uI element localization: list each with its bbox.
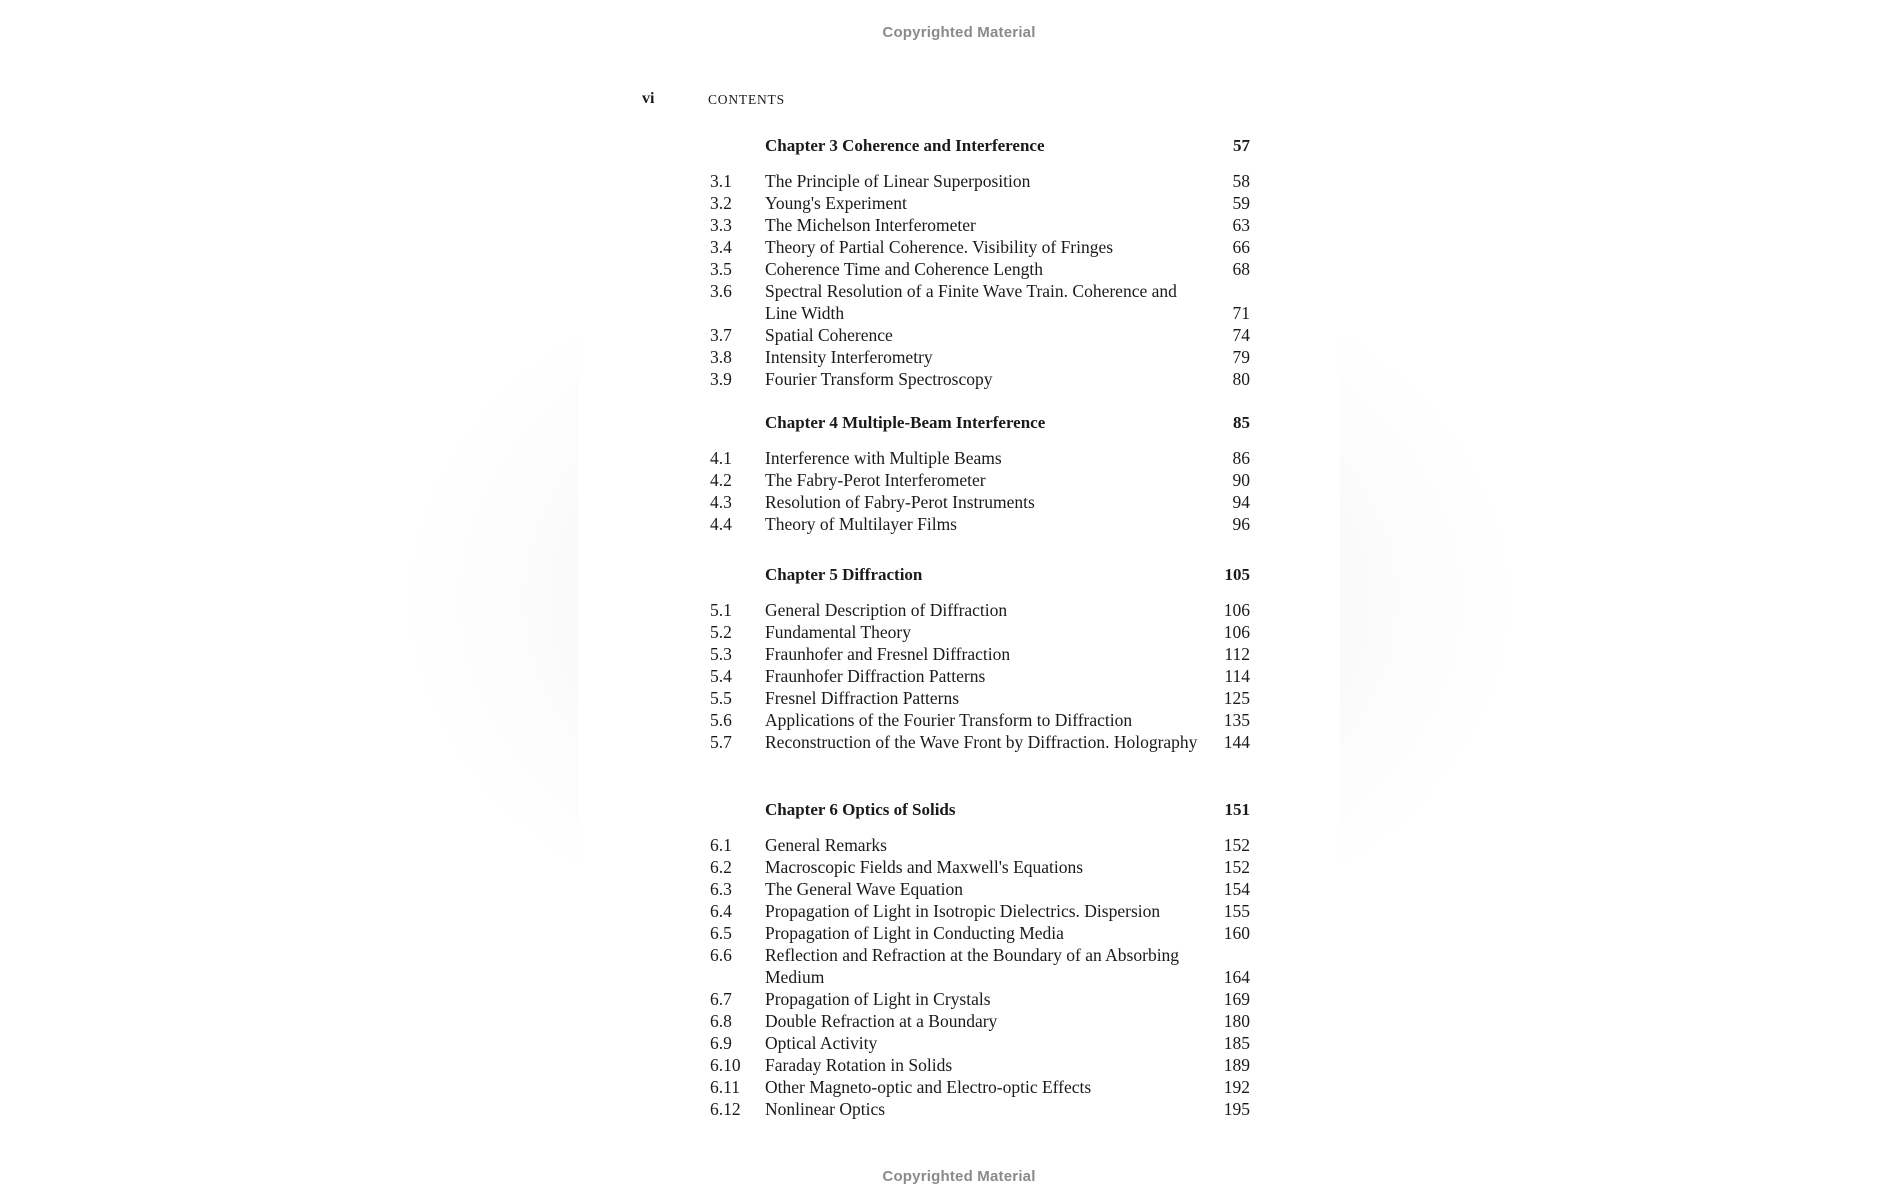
running-head-title: CONTENTS (708, 92, 785, 107)
section-page-number: 94 (1232, 492, 1250, 512)
section-page-number: 74 (1232, 325, 1250, 345)
section-number: 3.4 (710, 237, 732, 257)
section-number: 5.2 (710, 622, 732, 642)
section-title: Spectral Resolution of a Finite Wave Train. Coherence and Line Width (765, 281, 1177, 323)
section-number: 5.6 (710, 710, 732, 730)
section-number: 5.7 (710, 732, 732, 752)
section-title: Other Magneto-optic and Electro-optic Effects (765, 1077, 1092, 1097)
section-number: 5.5 (710, 688, 732, 708)
section-number: 6.4 (710, 901, 732, 921)
section-list (710, 170, 1250, 390)
section-title: The Principle of Linear Superposition (765, 171, 1031, 191)
toc-entry (710, 280, 1250, 324)
section-title: General Description of Diffraction (765, 600, 1008, 620)
section-title: Propagation of Light in Crystals (765, 989, 991, 1009)
section-page-number: 79 (1232, 347, 1250, 367)
section-page-number: 125 (1223, 688, 1250, 708)
section-page-number: 96 (1232, 514, 1250, 534)
book-page (578, 0, 1340, 1200)
section-page-number: 160 (1223, 923, 1250, 943)
section-number: 6.1 (710, 835, 732, 855)
chapter-page-number: 57 (1233, 136, 1250, 155)
section-title: Young's Experiment (765, 193, 907, 213)
section-number: 6.2 (710, 857, 732, 877)
section-page-number: 144 (1223, 732, 1250, 752)
section-page-number: 106 (1223, 622, 1250, 642)
section-title: The Fabry-Perot Interferometer (765, 470, 986, 490)
page-folio: vi (642, 90, 655, 107)
toc-entry (710, 687, 1250, 709)
toc-entry (710, 491, 1250, 513)
section-title: Intensity Interferometry (765, 347, 933, 367)
section-title: Interference with Multiple Beams (765, 448, 1002, 468)
toc-entry (710, 878, 1250, 900)
section-title: Propagation of Light in Isotropic Dielectrics. Dispersion (765, 901, 1161, 921)
section-number: 6.9 (710, 1033, 732, 1053)
toc-entry (710, 1010, 1250, 1032)
section-title: Fourier Transform Spectroscopy (765, 369, 993, 389)
toc-entry (710, 709, 1250, 731)
toc-entry (710, 236, 1250, 258)
section-number: 6.5 (710, 923, 732, 943)
section-number: 3.5 (710, 259, 732, 279)
toc-entry (710, 856, 1250, 878)
toc-entry (710, 447, 1250, 469)
section-list (710, 834, 1250, 1120)
section-title: Spatial Coherence (765, 325, 893, 345)
section-title: Fundamental Theory (765, 622, 911, 642)
section-number: 3.3 (710, 215, 732, 235)
section-title: Faraday Rotation in Solids (765, 1055, 953, 1075)
toc-entry (710, 1076, 1250, 1098)
section-title: Reflection and Refraction at the Boundary of an Absorbing Medium (765, 945, 1180, 987)
section-number: 5.3 (710, 644, 732, 664)
section-number: 6.6 (710, 945, 732, 965)
section-title: General Remarks (765, 835, 887, 855)
chapter-heading (710, 565, 1250, 589)
section-number: 6.8 (710, 1011, 732, 1031)
section-number: 3.7 (710, 325, 732, 345)
section-page-number: 112 (1224, 644, 1250, 664)
chapter-6-block (710, 800, 1250, 1120)
chapter-page-number: 151 (1224, 800, 1250, 819)
section-list (710, 447, 1250, 535)
section-title: Propagation of Light in Conducting Media (765, 923, 1064, 943)
toc-entry (710, 643, 1250, 665)
section-page-number: 63 (1232, 215, 1250, 235)
section-page-number: 114 (1224, 666, 1250, 686)
section-title: Theory of Partial Coherence. Visibility of Fringes (765, 237, 1114, 257)
watermark-bottom: Copyrighted Material (882, 1168, 1036, 1185)
section-title: Theory of Multilayer Films (765, 514, 957, 534)
section-title: Optical Activity (765, 1033, 878, 1053)
section-page-number: 152 (1223, 835, 1250, 855)
section-page-number: 71 (1232, 303, 1250, 323)
toc-entry (710, 258, 1250, 280)
toc-entry (710, 192, 1250, 214)
section-list (710, 599, 1250, 753)
section-number: 5.4 (710, 666, 732, 686)
section-title: Coherence Time and Coherence Length (765, 259, 1043, 279)
section-page-number: 164 (1223, 967, 1250, 987)
chapter-4-block (710, 413, 1250, 535)
section-number: 6.10 (710, 1055, 741, 1075)
toc-entry (710, 1098, 1250, 1120)
toc-entry (710, 599, 1250, 621)
chapter-page-number: 105 (1224, 565, 1250, 584)
section-title: The General Wave Equation (765, 879, 963, 899)
chapter-heading (710, 136, 1250, 160)
toc-entry (710, 324, 1250, 346)
section-number: 4.3 (710, 492, 732, 512)
toc-entry (710, 469, 1250, 491)
chapter-3-block (710, 136, 1250, 390)
section-title: Fraunhofer Diffraction Patterns (765, 666, 986, 686)
chapter-5-block (710, 565, 1250, 753)
section-title: Resolution of Fabry-Perot Instruments (765, 492, 1035, 512)
section-title: The Michelson Interferometer (765, 215, 976, 235)
section-title: Fresnel Diffraction Patterns (765, 688, 960, 708)
section-page-number: 66 (1232, 237, 1250, 257)
section-number: 3.6 (710, 281, 732, 301)
section-page-number: 58 (1232, 171, 1250, 191)
toc-entry (710, 988, 1250, 1010)
section-number: 6.12 (710, 1099, 741, 1119)
toc-entry (710, 834, 1250, 856)
section-title: Fraunhofer and Fresnel Diffraction (765, 644, 1011, 664)
toc-entry (710, 944, 1250, 988)
chapter-heading (710, 800, 1250, 824)
section-number: 5.1 (710, 600, 732, 620)
section-page-number: 86 (1232, 448, 1250, 468)
chapter-heading (710, 413, 1250, 437)
chapter-page-number: 85 (1233, 413, 1250, 432)
chapter-title: Chapter 6 Optics of Solids (765, 800, 956, 819)
section-number: 3.2 (710, 193, 732, 213)
section-page-number: 154 (1223, 879, 1250, 899)
section-number: 4.4 (710, 514, 732, 534)
toc-entry (710, 170, 1250, 192)
section-number: 3.9 (710, 369, 732, 389)
toc-entry (710, 900, 1250, 922)
toc-entry (710, 621, 1250, 643)
chapter-title: Chapter 4 Multiple-Beam Interference (765, 413, 1046, 432)
toc-entry (710, 368, 1250, 390)
chapter-title: Chapter 3 Coherence and Interference (765, 136, 1045, 155)
section-number: 6.3 (710, 879, 732, 899)
section-number: 4.2 (710, 470, 732, 490)
section-page-number: 169 (1223, 989, 1250, 1009)
section-number: 3.8 (710, 347, 732, 367)
toc-entry (710, 214, 1250, 236)
section-title: Macroscopic Fields and Maxwell's Equations (765, 857, 1084, 877)
section-number: 6.7 (710, 989, 732, 1009)
section-page-number: 135 (1223, 710, 1250, 730)
section-page-number: 195 (1223, 1099, 1250, 1119)
section-page-number: 59 (1232, 193, 1250, 213)
toc-entry (710, 1054, 1250, 1076)
section-page-number: 180 (1223, 1011, 1250, 1031)
toc-entry (710, 731, 1250, 753)
section-page-number: 68 (1232, 259, 1250, 279)
section-page-number: 185 (1223, 1033, 1250, 1053)
section-number: 4.1 (710, 448, 732, 468)
section-title: Applications of the Fourier Transform to Diffraction (765, 710, 1133, 730)
toc-entry (710, 346, 1250, 368)
section-number: 6.11 (710, 1077, 740, 1097)
toc-entry (710, 1032, 1250, 1054)
section-title: Nonlinear Optics (765, 1099, 886, 1119)
watermark-top: Copyrighted Material (882, 24, 1036, 41)
section-page-number: 80 (1232, 369, 1250, 389)
section-page-number: 192 (1223, 1077, 1250, 1097)
toc-entry (710, 513, 1250, 535)
section-page-number: 155 (1223, 901, 1250, 921)
section-title: Double Refraction at a Boundary (765, 1011, 998, 1031)
section-page-number: 189 (1223, 1055, 1250, 1075)
section-page-number: 90 (1232, 470, 1250, 490)
chapter-title: Chapter 5 Diffraction (765, 565, 923, 584)
section-number: 3.1 (710, 171, 732, 191)
section-title: Reconstruction of the Wave Front by Diffraction. Holography (765, 732, 1198, 752)
section-page-number: 152 (1223, 857, 1250, 877)
toc-entry (710, 922, 1250, 944)
toc-entry (710, 665, 1250, 687)
section-page-number: 106 (1223, 600, 1250, 620)
